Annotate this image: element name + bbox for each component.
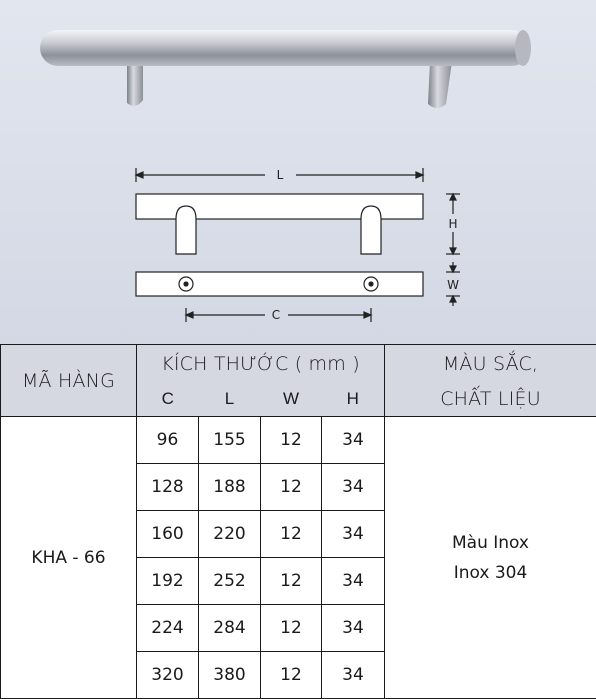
cell-w: 12 [261,652,322,699]
cell-h: 34 [322,652,385,699]
dim-w-label: W [447,278,459,292]
cell-c: 224 [137,605,199,652]
header-product-code: MÃ HÀNG [1,345,137,417]
spec-table [0,344,596,699]
cell-c: 128 [137,464,199,511]
header-color-line-1: MÀU SẮC, [385,345,596,383]
color-line-2: Inox 304 [385,558,596,588]
cell-w: 12 [261,558,322,605]
header-col-h: H [322,383,385,417]
cell-h: 34 [322,417,385,464]
cell-w: 12 [261,605,322,652]
product-illustration [0,0,596,344]
cell-c: 192 [137,558,199,605]
dim-c-label: C [272,308,280,322]
cell-w: 12 [261,417,322,464]
cell-h: 34 [322,558,385,605]
header-color-line-2: CHẤT LIỆU [385,383,596,417]
product-image-panel [0,0,596,344]
cell-c: 320 [137,652,199,699]
header-col-l: L [199,383,261,417]
handle-photo [40,30,531,108]
dim-h-label: H [448,217,457,231]
cell-l: 188 [199,464,261,511]
header-col-w: W [261,383,322,417]
cell-h: 34 [322,605,385,652]
cell-l: 220 [199,511,261,558]
header-col-c: C [137,383,199,417]
cell-c: 160 [137,511,199,558]
material-cell [385,417,596,699]
cell-l: 155 [199,417,261,464]
color-line-1: Màu Inox [385,528,596,558]
cell-h: 34 [322,511,385,558]
cell-l: 380 [199,652,261,699]
header-dimensions: KÍCH THƯỚC ( mm ) [137,345,385,383]
dim-l-label: L [277,168,284,182]
dimension-drawing [136,168,460,322]
cell-c: 96 [137,417,199,464]
product-code: KHA - 66 [1,417,137,699]
cell-w: 12 [261,511,322,558]
cell-l: 252 [199,558,261,605]
cell-w: 12 [261,464,322,511]
cell-h: 34 [322,464,385,511]
cell-l: 284 [199,605,261,652]
table-row [1,417,596,464]
